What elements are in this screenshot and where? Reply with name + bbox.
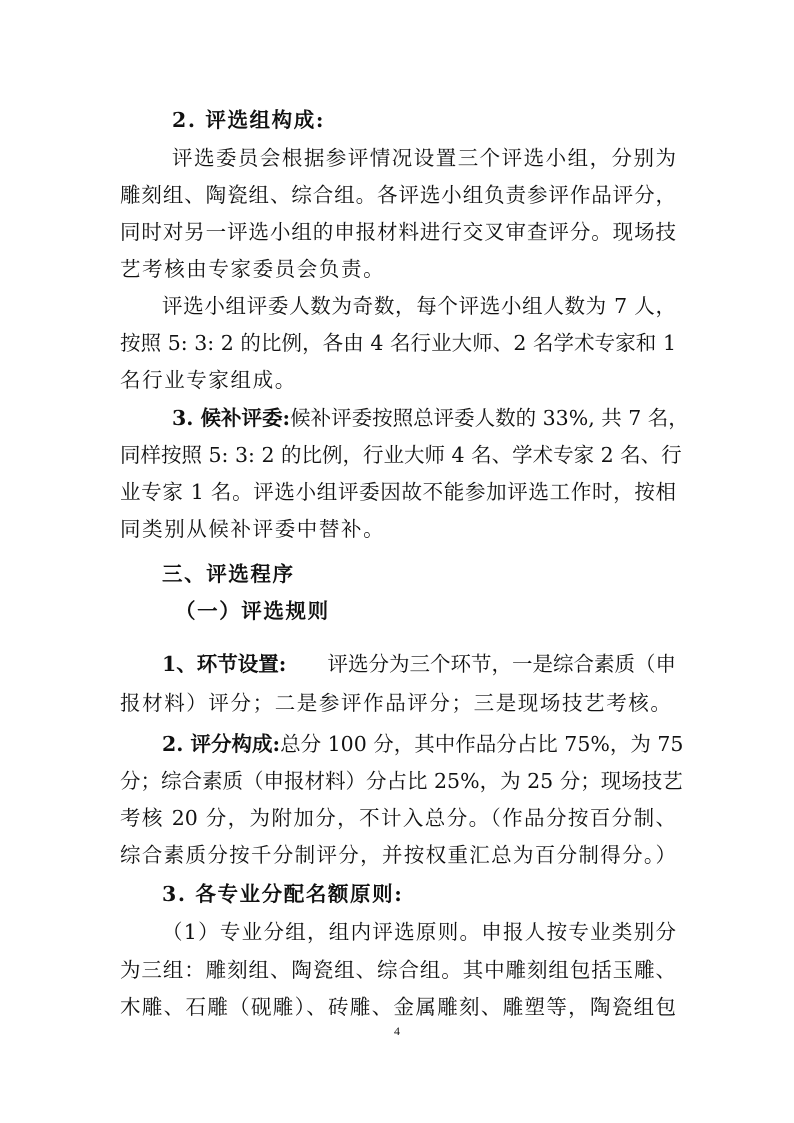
paragraph-line: 考核 20 分，为附加分，不计入总分。（作品分按百分制、 xyxy=(120,806,676,830)
paragraph-line: 按照 5: 3: 2 的比例，各由 4 名行业大师、2 名学术专家和 1 xyxy=(120,331,676,355)
paragraph-line: 木雕、石雕（砚雕）、砖雕、金属雕刻、雕塑等，陶瓷组包 xyxy=(120,995,676,1019)
paragraph-line: 评选委员会根据参评情况设置三个评选小组，分别为 xyxy=(172,146,676,170)
paragraph-line: （1）专业分组，组内评选原则。申报人按专业类别分 xyxy=(162,920,676,944)
paragraph-line: 名行业专家组成。 xyxy=(120,368,297,392)
paragraph-line: 评选小组评委人数为奇数，每个评选小组人数为 7 人， xyxy=(162,294,676,318)
alternate-jurors-line xyxy=(172,405,689,431)
score-composition-line xyxy=(162,731,684,757)
paragraph-line: 业专家 1 名。评选小组评委因故不能参加评选工作时，按相 xyxy=(120,480,676,504)
stage-setup-text: 评选分为三个环节，一是综合素质（申 xyxy=(327,652,676,676)
heading-jury-composition: 2. 评选组构成: xyxy=(172,108,326,132)
paragraph-line: 同样按照 5: 3: 2 的比例，行业大师 4 名、学术专家 2 名、行 xyxy=(120,443,682,467)
paragraph-line: 雕刻组、陶瓷组、综合组。各评选小组负责参评作品评分， xyxy=(120,183,676,207)
alternate-jurors-text: 候补评委按照总评委人数的 33%, 共 7 名， xyxy=(290,406,689,430)
paragraph-line: 为三组：雕刻组、陶瓷组、综合组。其中雕刻组包括玉雕、 xyxy=(120,958,676,982)
score-composition-text: 总分 100 分，其中作品分占比 75%，为 75 xyxy=(280,732,684,756)
score-composition-label: 2. 评分构成: xyxy=(162,732,281,756)
heading-quota-principles: 3. 各专业分配名额原则: xyxy=(162,882,404,906)
paragraph-line: 同时对另一评选小组的申报材料进行交叉审查评分。现场技 xyxy=(120,220,676,244)
paragraph-line: 分；综合素质（申报材料）分占比 25%，为 25 分；现场技艺 xyxy=(120,769,683,793)
paragraph-line: 综合素质分按千分制评分，并按权重汇总为百分制得分。） xyxy=(120,843,676,867)
stage-setup-line xyxy=(162,651,676,677)
paragraph-line: 报材料）评分；二是参评作品评分；三是现场技艺考核。 xyxy=(120,691,673,715)
subsection-heading-rules: （一）评选规则 xyxy=(175,599,330,623)
alternate-jurors-label: 3. 候补评委: xyxy=(172,406,291,430)
page-number: 4 xyxy=(394,1024,400,1038)
paragraph-line: 艺考核由专家委员会负责。 xyxy=(120,257,386,281)
paragraph-line: 同类别从候补评委中替补。 xyxy=(120,517,386,541)
section-heading-procedure: 三、评选程序 xyxy=(162,562,295,586)
stage-setup-label: 1、环节设置: xyxy=(162,652,287,676)
